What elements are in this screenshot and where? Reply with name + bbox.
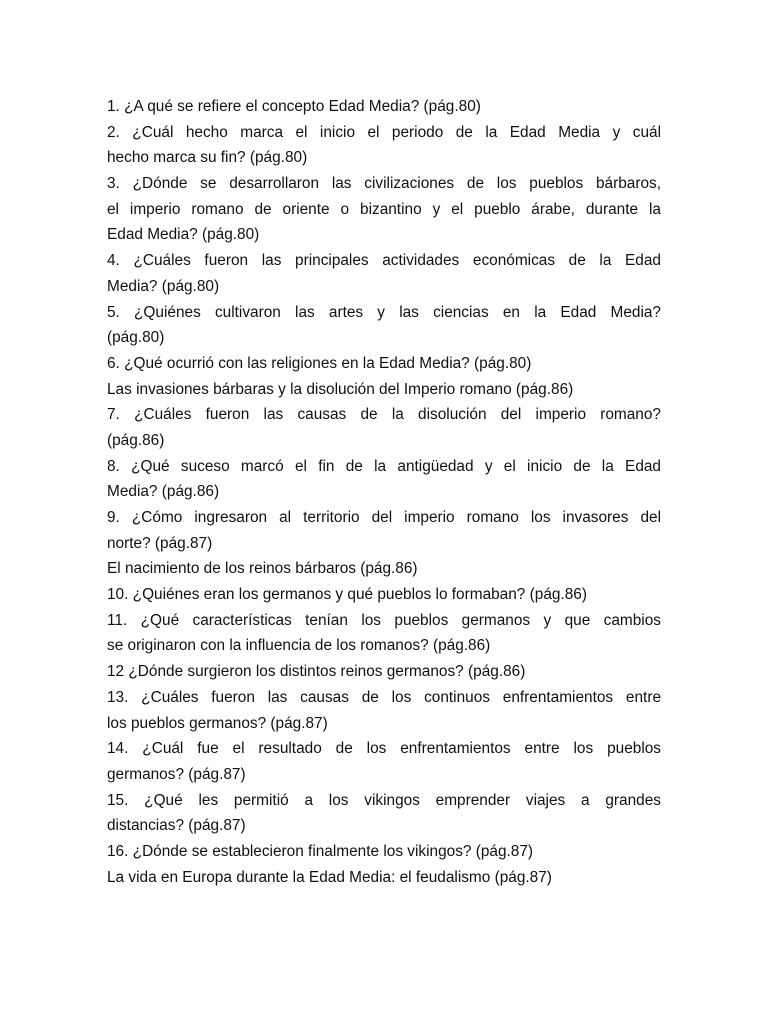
text-line: 16. ¿Dónde se establecieron finalmente los vikingos? (pág.87) [107,842,534,860]
text-line: 8. ¿Qué suceso marcó el fin de la antigüedad y el inicio de la Edad [107,457,661,475]
text-line: se originaron con la influencia de los romanos? (pág.86) [107,637,491,655]
text-line: Edad Media? (pág.80) [107,226,260,244]
text-line: 6. ¿Qué ocurrió con las religiones en la Edad Media? (pág.80) [107,354,532,372]
text-line: el imperio romano de oriente o bizantino y el pueblo árabe, durante la [107,200,661,218]
text-line: 9. ¿Cómo ingresaron al territorio del imperio romano los invasores del [107,509,661,526]
text-line: los pueblos germanos? (pág.87) [107,714,328,732]
text-line: 3. ¿Dónde se desarrollaron las civilizaciones de los pueblos bárbaros, [107,175,661,193]
text-line: 12 ¿Dónde surgieron los distintos reinos germanos? (pág.86) [107,663,526,681]
text-line: 15. ¿Qué les permitió a los vikingos emprender viajes a grandes [107,791,661,809]
text-line: Media? (pág.80) [107,277,220,295]
text-line: 7. ¿Cuáles fueron las causas de la disolución del imperio romano? [107,406,661,424]
text-line: Las invasiones bárbaras y la disolución del Imperio romano (pág.86) [107,380,574,398]
text-line: 5. ¿Quiénes cultivaron las artes y las ciencias en la Edad Media? [107,303,661,321]
text-line: 13. ¿Cuáles fueron las causas de los continuos enfrentamientos entre [107,688,661,706]
text-line: 14. ¿Cuál fue el resultado de los enfrentamientos entre los pueblos [107,740,661,758]
text-line: (pág.80) [107,329,165,347]
text-line: 4. ¿Cuáles fueron las principales actividades económicas de la Edad [107,252,661,270]
text-line: 2. ¿Cuál hecho marca el inicio el periodo de la Edad Media y cuál [107,123,661,141]
questions-text-block [107,94,661,890]
text-line: norte? (pág.87) [107,534,213,552]
text-line: 11. ¿Qué características tenían los pueblos germanos y que cambios [107,611,661,629]
text-line: El nacimiento de los reinos bárbaros (pág.86) [107,560,418,578]
text-line: La vida en Europa durante la Edad Media: el feudalismo (pág.87) [107,868,552,886]
text-line: (pág.86) [107,431,165,449]
text-line: 10. ¿Quiénes eran los germanos y qué pueblos lo formaban? (pág.86) [107,586,587,604]
text-line: germanos? (pág.87) [107,765,246,783]
text-line: 1. ¿A qué se refiere el concepto Edad Media? (pág.80) [107,98,481,115]
text-line: hecho marca su fin? (pág.80) [107,149,308,167]
text-line: distancias? (pág.87) [107,817,246,835]
text-line: Media? (pág.86) [107,483,220,501]
